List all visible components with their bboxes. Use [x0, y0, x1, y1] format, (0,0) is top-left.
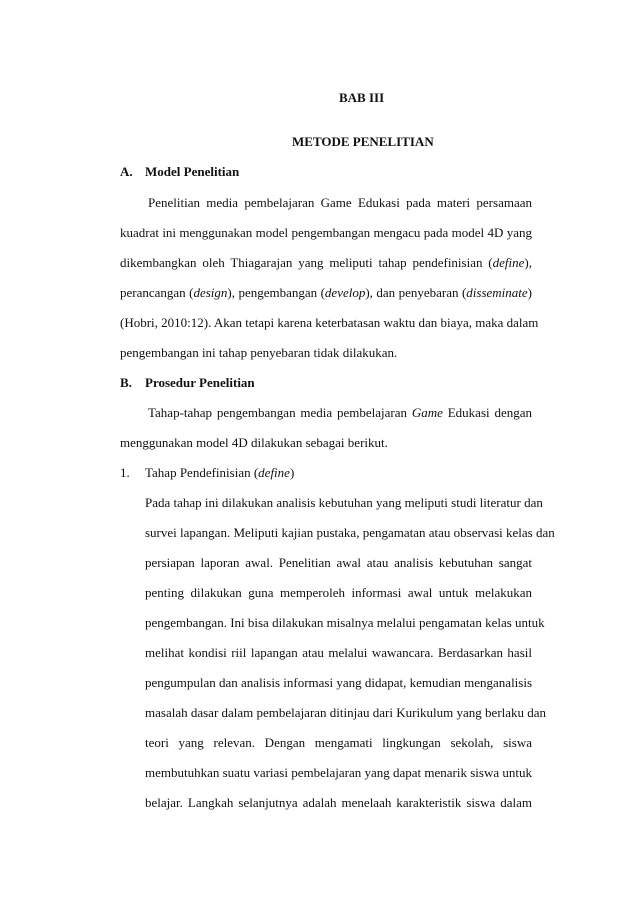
paragraph-line: membutuhkan suatu variasi pembelajaran yang dapat menarik siswa untuk	[145, 765, 532, 780]
paragraph-line: survei lapangan. Meliputi kajian pustaka, pengamatan atau observasi kelas dan	[145, 525, 555, 540]
paragraph-line: persiapan laporan awal. Penelitian awal atau analisis kebutuhan sangat	[145, 555, 532, 570]
section-a-label: A.	[120, 164, 133, 179]
step-1-label: 1.	[120, 465, 130, 480]
paragraph-line: Tahap-tahap pengembangan media pembelajaran Game Edukasi dengan	[148, 405, 532, 420]
paragraph-line: perancangan (design), pengembangan (develop), dan penyebaran (disseminate)	[120, 285, 533, 300]
paragraph-line: melihat kondisi riil lapangan atau melalui wawancara. Berdasarkan hasil	[145, 645, 532, 660]
paragraph-line: teori yang relevan. Dengan mengamati lingkungan sekolah, siswa	[145, 735, 532, 750]
paragraph-line: menggunakan model 4D dilakukan sebagai berikut.	[120, 435, 388, 450]
section-b-title: Prosedur Penelitian	[145, 375, 255, 390]
section-a-heading	[120, 163, 532, 181]
paragraph-line: penting dilakukan guna memperoleh informasi awal untuk melakukan	[145, 585, 532, 600]
paragraph-line: dikembangkan oleh Thiagarajan yang meliputi tahap pendefinisian (define),	[120, 255, 532, 270]
section-b-label: B.	[120, 375, 132, 390]
section-a-title: Model Penelitian	[145, 164, 240, 179]
paragraph-line: kuadrat ini menggunakan model pengembangan mengacu pada model 4D yang	[120, 225, 532, 240]
step-1-title: Tahap Pendefinisian (define)	[145, 465, 295, 480]
paragraph-line: Penelitian media pembelajaran Game Edukasi pada materi persamaan	[148, 195, 532, 210]
chapter-heading: BAB III	[339, 90, 385, 105]
paragraph-line: belajar. Langkah selanjutnya adalah menelaah karakteristik siswa dalam	[145, 795, 532, 810]
paragraph-line: pengembangan. Ini bisa dilakukan misalnya melalui pengamatan kelas untuk	[145, 615, 545, 630]
paragraph-line: pengembangan ini tahap penyebaran tidak dilakukan.	[120, 345, 398, 360]
chapter-title: METODE PENELITIAN	[292, 134, 434, 149]
paragraph-line: (Hobri, 2010:12). Akan tetapi karena keterbatasan waktu dan biaya, maka dalam	[120, 315, 539, 330]
paragraph-line: masalah dasar dalam pembelajaran ditinjau dari Kurikulum yang berlaku dan	[145, 705, 547, 720]
section-b-heading	[120, 374, 532, 392]
paragraph-line: pengumpulan dan analisis informasi yang didapat, kemudian menganalisis	[145, 675, 533, 690]
paragraph-line: Pada tahap ini dilakukan analisis kebutuhan yang meliputi studi literatur dan	[145, 495, 543, 510]
step-1-heading	[120, 464, 532, 482]
